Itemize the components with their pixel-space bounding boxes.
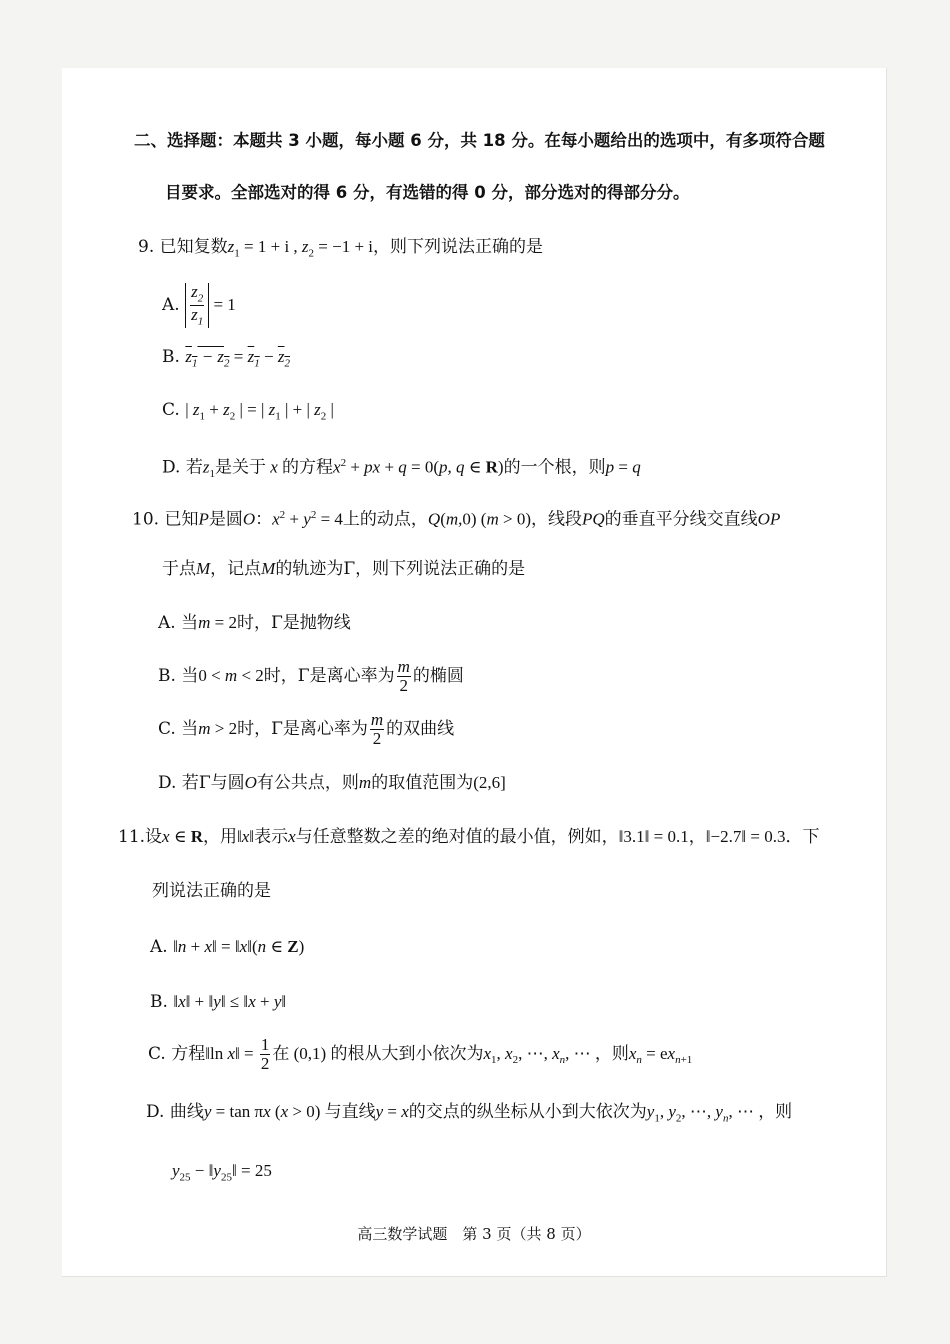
question-10-stem-line2: 于点M，记点M的轨迹为Γ，则下列说法正确的是 bbox=[162, 559, 526, 579]
page-footer: 高三数学试题 第 3 页（共 8 页） bbox=[357, 1225, 591, 1243]
question-11-option-c: C. 方程‖ln x‖ = $\frac{1}{2}$ 在 (0,1) 的根从大到小依次为$x_1$, $x_2$, ⋯, $x_n$, ⋯ ，则$x_n = ex_{n+1}$ bbox=[148, 1035, 693, 1073]
question-number: 10. bbox=[132, 509, 160, 530]
exam-page bbox=[62, 68, 887, 1277]
question-10-option-a: A. 当m = 2时，Γ是抛物线 bbox=[158, 613, 351, 633]
question-11-option-d: D. 曲线y = tan πx (x > 0) 与直线y = x的交点的纵坐标从小到大依次为$y_1$, $y_2$, ⋯, $y_n$, ⋯ ，则 bbox=[146, 1102, 793, 1125]
question-11-option-a: A. ‖n + x‖ = ‖x‖(n ∈ Z) bbox=[150, 937, 305, 957]
question-9-option-a: A. $\frac{z_2}{z_1}$ = 1 bbox=[162, 282, 236, 328]
question-9-option-b: B. $z_1 - z_2 = z_1 - z_2$ bbox=[162, 347, 290, 370]
question-number: 9. bbox=[138, 237, 155, 257]
question-11-option-d-formula: $y_{25}$ − $‖y_{25}‖ = 25$ bbox=[172, 1161, 272, 1184]
question-10-option-c: C. 当m > 2时，Γ是离心率为 $\frac{m}{2}$ 的双曲线 bbox=[158, 710, 455, 748]
question-10-stem-line1: 10. 已知P是圆O：$x^2 + y^2 = 4$上的动点，Q(m,0) (m > 0)，线段PQ的垂直平分线交直线OP bbox=[132, 509, 781, 530]
question-11-stem-line1: 11.设x ∈ R，用‖x‖表示x与任意整数之差的绝对值的最小值，例如，‖3.1‖ = 0.1，‖−2.7‖ = 0.3．下 bbox=[118, 827, 820, 847]
question-11-option-b: B. ‖x‖ + ‖y‖ ≤ ‖x + y‖ bbox=[150, 992, 287, 1012]
question-10-option-d: D. 若Γ与圆O有公共点，则m的取值范围为(2,6] bbox=[158, 773, 506, 793]
question-10-option-b: B. 当0 < m < 2时，Γ是离心率为 $\frac{m}{2}$ 的椭圆 bbox=[158, 657, 464, 695]
question-number: 11. bbox=[118, 827, 146, 847]
question-11-stem-line2: 列说法正确的是 bbox=[152, 881, 271, 901]
question-9-option-d: D. 若$z_1$是关于 x 的方程$x^2$ + px + q = 0(p, q ∈ R)的一个根，则p = q bbox=[162, 457, 641, 481]
section-heading-line1: 二、选择题：本题共 3 小题，每小题 6 分，共 18 分。在每小题给出的选项中，有多项符合题 bbox=[134, 131, 825, 150]
section-heading-line2: 目要求。全部选对的得 6 分，有选错的得 0 分，部分选对的得部分分。 bbox=[165, 183, 690, 202]
question-9-stem: 9. 已知复数$z_1 = 1 + i$ , $z_2 = -1 + i$，则下列说法正确的是 bbox=[138, 237, 544, 260]
question-9-option-c: C. | $z_1 + z_2$ | = | $z_1$ | + | $z_2$ | bbox=[162, 400, 334, 423]
